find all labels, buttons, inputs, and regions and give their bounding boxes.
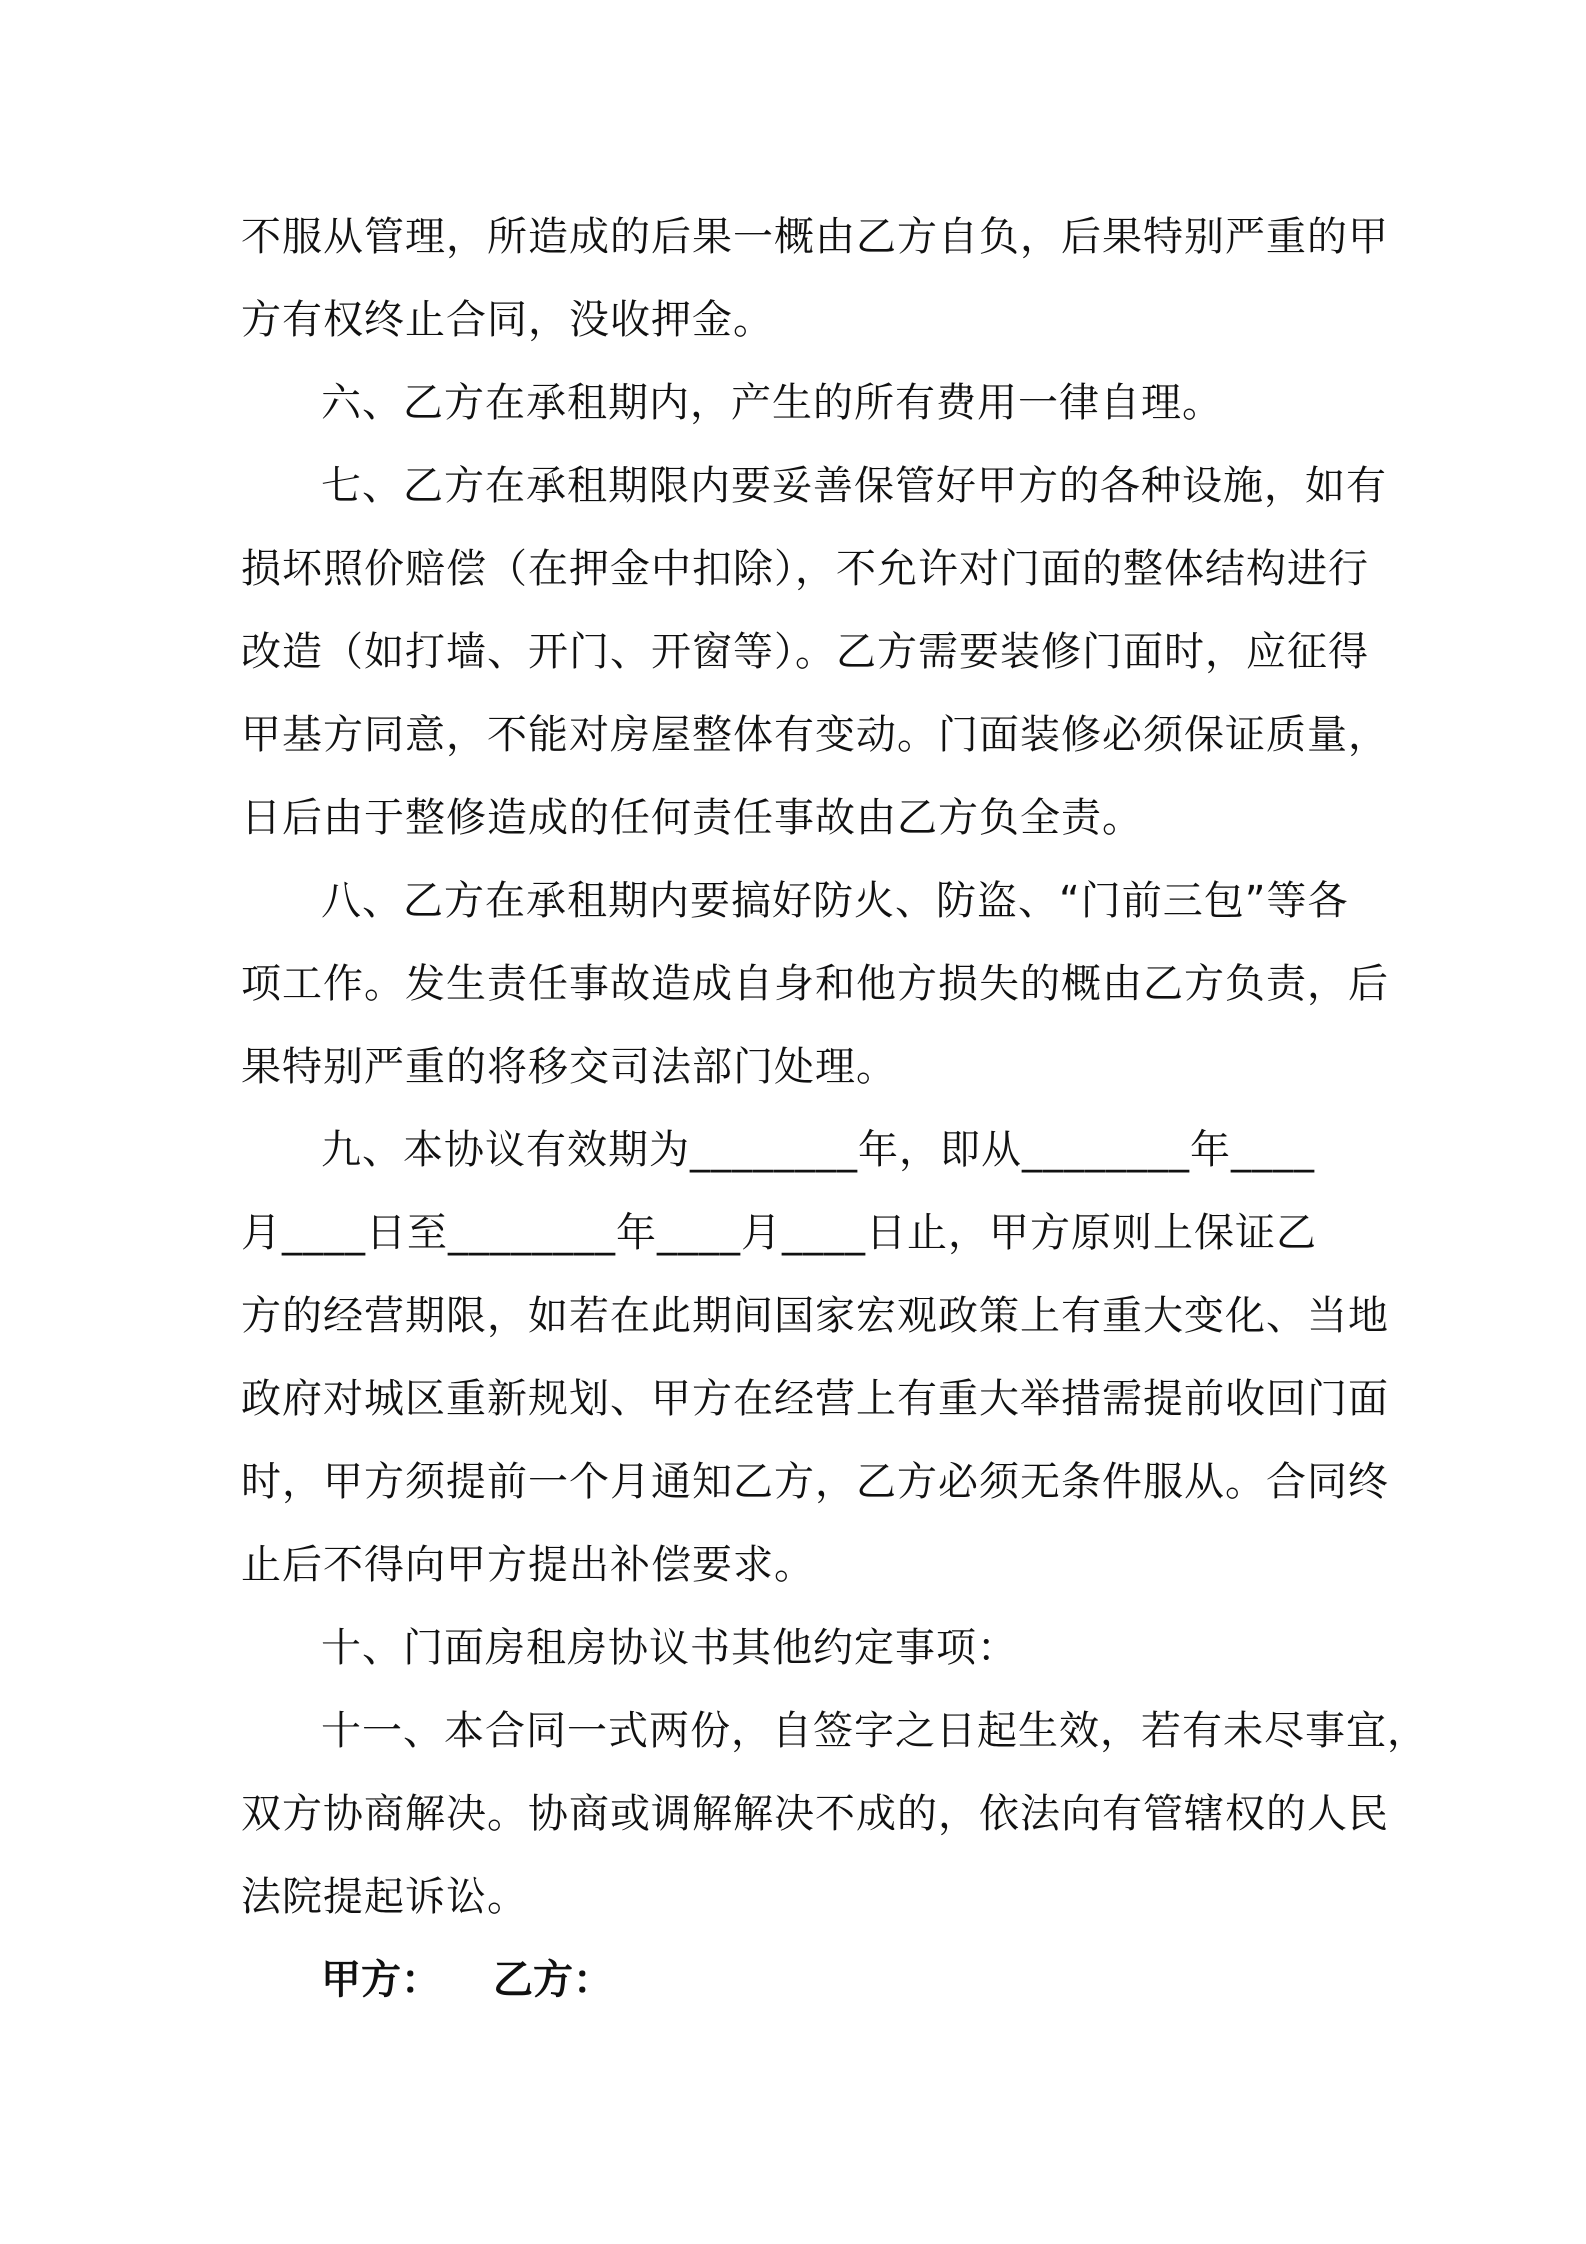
text-line: 政府对城区重新规划、甲方在经营上有重大举措需提前收回门面 [241,1376,1389,1422]
text-line: 果特别严重的将移交司法部门处理。 [241,1044,897,1090]
text-line: 八、乙方在承租期内要搞好防火、防盗、“门前三包”等各 [321,878,1349,924]
text-line: 止后不得向甲方提出补偿要求。 [241,1542,815,1588]
clause-7 [241,445,1389,860]
clause-8 [241,860,1389,1109]
contract-body [241,196,1428,2022]
text-line: 不服从管理，所造成的后果一概由乙方自负，后果特别严重的甲 [241,214,1389,260]
text-line: 甲基方同意，不能对房屋整体有变动。门面装修必须保证质量， [241,712,1389,758]
text-line: 时，甲方须提前一个月通知乙方，乙方必须无条件服从。合同终 [241,1459,1389,1505]
text-line: 日后由于整修造成的任何责任事故由乙方负全责。 [241,795,1143,841]
text-line: 六、乙方在承租期内，产生的所有费用一律自理。 [321,380,1223,426]
text-line: 九、本协议有效期为________年，即从________年____ [321,1127,1315,1173]
signature-line [241,1939,1356,2022]
clause-11 [241,1690,1428,1939]
text-line: 方有权终止合同，没收押金。 [241,297,774,343]
paragraph-continuation [241,196,1389,362]
clause-6 [241,362,1356,445]
text-line: 损坏照价赔偿（在押金中扣除），不允许对门面的整体结构进行 [241,546,1369,592]
text-line: 双方协商解决。协商或调解解决不成的，依法向有管辖权的人民 [241,1791,1389,1837]
text-line: 十一、本合同一式两份，自签字之日起生效，若有未尽事宜， [321,1708,1428,1754]
text-line: 七、乙方在承租期限内要妥善保管好甲方的各种设施，如有 [321,463,1387,509]
text-line: 十、门面房租房协议书其他约定事项： [321,1625,1018,1671]
text-line: 改造（如打墙、开门、开窗等）。乙方需要装修门面时，应征得 [241,629,1369,675]
text-line: 项工作。发生责任事故造成自身和他方损失的概由乙方负责，后 [241,961,1389,1007]
text-line: 法院提起诉讼。 [241,1874,528,1920]
party-a-label: 甲方： [321,1957,441,2003]
party-b-label: 乙方： [493,1957,613,2003]
text-line: 月____日至________年____月____日止，甲方原则上保证乙 [241,1210,1317,1256]
clause-10 [241,1607,1356,1690]
clause-9 [241,1109,1389,1607]
text-line: 方的经营期限，如若在此期间国家宏观政策上有重大变化、当地 [241,1293,1389,1339]
